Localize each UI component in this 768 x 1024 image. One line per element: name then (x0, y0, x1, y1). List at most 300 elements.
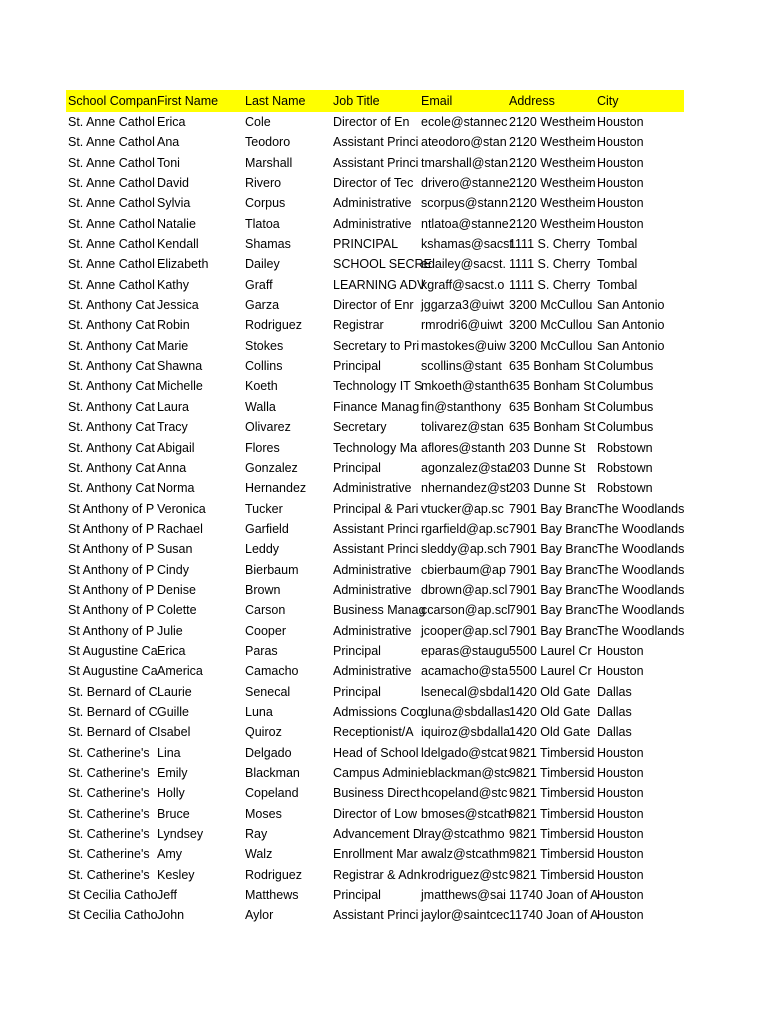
cell-last-name[interactable]: Paras (245, 643, 278, 658)
cell-last-name[interactable]: Matthews (245, 888, 299, 903)
cell-email[interactable]: tolivarez@stan (421, 420, 504, 435)
cell-first-name[interactable]: Isabel (157, 725, 191, 740)
cell-email[interactable]: jmatthews@sai (421, 888, 506, 903)
cell-last-name[interactable]: Shamas (245, 237, 291, 252)
table-row (66, 804, 684, 824)
cell-job-title[interactable]: Principal (333, 888, 381, 903)
cell-first-name[interactable]: Marie (157, 338, 189, 353)
cell-email[interactable]: eparas@staugu (421, 643, 510, 658)
cell-first-name[interactable]: Erica (157, 115, 186, 129)
cell-school-company[interactable]: St. Anthony Cat (68, 338, 155, 353)
cell-first-name[interactable]: Erica (157, 643, 186, 658)
cell-first-name[interactable]: Laura (157, 399, 189, 414)
cell-email[interactable]: hcopeland@stc (421, 786, 508, 801)
cell-first-name[interactable]: Anna (157, 460, 187, 475)
cell-address[interactable]: 2120 Westheim (509, 176, 596, 191)
cell-last-name[interactable]: Tucker (245, 501, 283, 516)
cell-last-name[interactable]: Flores (245, 440, 280, 455)
cell-school-company[interactable]: St. Anne Cathol (68, 176, 155, 191)
cell-job-title[interactable]: Director of Enr (333, 298, 414, 313)
table-row (66, 844, 684, 864)
cell-email[interactable]: eblackman@stc (421, 766, 511, 780)
cell-school-company[interactable]: St. Anthony Cat (68, 298, 155, 313)
cell-city[interactable]: Houston (597, 827, 644, 842)
cell-job-title[interactable]: Assistant Princi (333, 521, 419, 536)
cell-address[interactable]: 7901 Bay Branc (509, 521, 598, 536)
cell-first-name[interactable]: David (157, 176, 189, 191)
cell-city[interactable]: Houston (597, 643, 644, 658)
cell-city[interactable]: Tombal (597, 257, 638, 272)
cell-email[interactable]: jcooper@ap.scl (421, 623, 508, 638)
cell-last-name[interactable]: Walla (245, 399, 276, 414)
cell-last-name[interactable]: Brown (245, 582, 281, 597)
cell-school-company[interactable]: St. Anne Cathol (68, 196, 155, 211)
cell-email[interactable]: scorpus@stann (421, 196, 509, 211)
cell-job-title[interactable]: Assistant Princi (333, 542, 419, 557)
cell-address[interactable]: 1111 S. Cherry (509, 257, 591, 272)
cell-email[interactable]: bmoses@stcath (421, 806, 511, 821)
cell-job-title[interactable]: Secretary to Pri (333, 338, 420, 353)
cell-school-company[interactable]: St. Bernard of C (68, 704, 158, 719)
cell-school-company[interactable]: St. Anne Cathol (68, 155, 155, 170)
cell-city[interactable]: Tombal (597, 237, 638, 252)
cell-last-name[interactable]: Collins (245, 359, 283, 374)
cell-city[interactable]: Columbus (597, 399, 654, 414)
cell-city[interactable]: Robstown (597, 481, 653, 496)
cell-address[interactable]: 203 Dunne St (509, 440, 586, 455)
header-school-company[interactable]: School Compan (68, 94, 157, 108)
cell-address[interactable]: 1420 Old Gate (509, 725, 591, 740)
cell-last-name[interactable]: Cole (245, 115, 271, 129)
cell-school-company[interactable]: St Cecilia Catho (68, 908, 158, 923)
cell-job-title[interactable]: Administrative (333, 196, 412, 211)
table-row (66, 458, 684, 478)
cell-job-title[interactable]: Technology Ma (333, 440, 418, 455)
cell-school-company[interactable]: St. Anthony Cat (68, 481, 155, 496)
cell-email[interactable]: mkoeth@stanth (421, 379, 509, 394)
cell-city[interactable]: Robstown (597, 440, 653, 455)
cell-last-name[interactable]: Tlatoa (245, 216, 280, 231)
cell-last-name[interactable]: Leddy (245, 542, 280, 557)
cell-address[interactable]: 7901 Bay Branc (509, 562, 598, 577)
cell-job-title[interactable]: Administrative (333, 582, 412, 597)
cell-school-company[interactable]: St Augustine Ca (68, 664, 158, 679)
cell-first-name[interactable]: Michelle (157, 379, 203, 394)
cell-first-name[interactable]: Guille (157, 704, 189, 719)
cell-last-name[interactable]: Walz (245, 847, 273, 862)
cell-last-name[interactable]: Ray (245, 827, 268, 842)
cell-email[interactable]: jaylor@saintcec (421, 908, 510, 923)
cell-last-name[interactable]: Camacho (245, 664, 299, 679)
cell-job-title[interactable]: Campus Admini (333, 766, 421, 780)
cell-first-name[interactable]: Veronica (157, 501, 206, 516)
cell-school-company[interactable]: St. Anne Cathol (68, 216, 155, 231)
cell-last-name[interactable]: Moses (245, 806, 282, 821)
cell-city[interactable]: Dallas (597, 725, 632, 740)
cell-email[interactable]: dbrown@ap.scl (421, 582, 508, 597)
cell-email[interactable]: lsenecal@sbdal (421, 684, 510, 699)
cell-first-name[interactable]: Julie (157, 623, 183, 638)
cell-first-name[interactable]: Emily (157, 766, 188, 780)
cell-address[interactable]: 635 Bonham St (509, 420, 596, 435)
cell-school-company[interactable]: St. Bernard of C (68, 684, 158, 699)
cell-address[interactable]: 2120 Westheim (509, 155, 596, 170)
cell-city[interactable]: Tombal (597, 277, 638, 292)
cell-email[interactable]: nhernandez@st (421, 481, 510, 496)
cell-last-name[interactable]: Koeth (245, 379, 278, 394)
cell-city[interactable]: Houston (597, 806, 644, 821)
cell-job-title[interactable]: Principal & Pari (333, 501, 419, 516)
cell-last-name[interactable]: Quiroz (245, 725, 282, 740)
header-job-title[interactable]: Job Title (333, 94, 380, 108)
cell-address[interactable]: 9821 Timbersid (509, 766, 595, 780)
cell-school-company[interactable]: St. Anthony Cat (68, 318, 155, 333)
cell-job-title[interactable]: Principal (333, 359, 381, 374)
cell-city[interactable]: Dallas (597, 684, 632, 699)
cell-last-name[interactable]: Aylor (245, 908, 274, 923)
cell-first-name[interactable]: Toni (157, 155, 180, 170)
cell-job-title[interactable]: Business Direct (333, 786, 420, 801)
cell-school-company[interactable]: St. Catherine's (68, 766, 150, 780)
cell-last-name[interactable]: Corpus (245, 196, 286, 211)
cell-email[interactable]: acamacho@sta (421, 664, 509, 679)
cell-job-title[interactable]: Assistant Princi (333, 135, 419, 150)
cell-first-name[interactable]: Cindy (157, 562, 189, 577)
cell-address[interactable]: 2120 Westheim (509, 216, 596, 231)
table-row (66, 722, 684, 742)
cell-email[interactable]: drivero@stanne (421, 176, 510, 191)
cell-job-title[interactable]: SCHOOL SECRE (333, 257, 432, 272)
cell-email[interactable]: ntlatoa@stanne (421, 216, 509, 231)
cell-school-company[interactable]: St. Anthony Cat (68, 359, 155, 374)
cell-email[interactable]: ecole@stannec (421, 115, 508, 129)
cell-email[interactable]: gluna@sbdallas (421, 704, 511, 719)
cell-last-name[interactable]: Dailey (245, 257, 280, 272)
cell-city[interactable]: The Woodlands (597, 521, 685, 536)
cell-email[interactable]: iquiroz@sbdalla (421, 725, 511, 740)
cell-job-title[interactable]: Principal (333, 684, 381, 699)
cell-address[interactable]: 3200 McCullou (509, 318, 593, 333)
cell-last-name[interactable]: Garfield (245, 521, 289, 536)
cell-city[interactable]: Houston (597, 216, 644, 231)
cell-first-name[interactable]: Kesley (157, 867, 195, 882)
cell-job-title[interactable]: Assistant Princi (333, 155, 419, 170)
cell-first-name[interactable]: Amy (157, 847, 182, 862)
cell-job-title[interactable]: Administrative (333, 623, 412, 638)
cell-first-name[interactable]: Norma (157, 481, 195, 496)
cell-address[interactable]: 635 Bonham St (509, 379, 596, 394)
cell-email[interactable]: edailey@sacst. (421, 257, 506, 272)
header-city[interactable]: City (597, 94, 619, 108)
cell-job-title[interactable]: Enrollment Mar (333, 847, 418, 862)
header-last-name[interactable]: Last Name (245, 94, 306, 108)
cell-address[interactable]: 203 Dunne St (509, 481, 586, 496)
spreadsheet (66, 90, 684, 926)
cell-job-title[interactable]: Registrar (333, 318, 384, 333)
cell-school-company[interactable]: St. Anthony Cat (68, 399, 155, 414)
cell-city[interactable]: The Woodlands (597, 623, 685, 638)
cell-email[interactable]: vtucker@ap.sc (421, 501, 504, 516)
cell-first-name[interactable]: Sylvia (157, 196, 191, 211)
cell-city[interactable]: Houston (597, 786, 644, 801)
cell-last-name[interactable]: Teodoro (245, 135, 291, 150)
cell-first-name[interactable]: Bruce (157, 806, 190, 821)
cell-first-name[interactable]: Jessica (157, 298, 199, 313)
cell-city[interactable]: Houston (597, 155, 644, 170)
cell-job-title[interactable]: Admissions Coo (333, 704, 424, 719)
cell-email[interactable]: agonzalez@star (421, 460, 512, 475)
cell-address[interactable]: 9821 Timbersid (509, 806, 595, 821)
cell-address[interactable]: 7901 Bay Branc (509, 542, 598, 557)
cell-first-name[interactable]: Rachael (157, 521, 203, 536)
cell-address[interactable]: 3200 McCullou (509, 298, 593, 313)
cell-first-name[interactable]: Abigail (157, 440, 195, 455)
cell-job-title[interactable]: Director of Tec (333, 176, 414, 191)
cell-city[interactable]: San Antonio (597, 298, 665, 313)
cell-job-title[interactable]: Technology IT S (333, 379, 423, 394)
cell-city[interactable]: Dallas (597, 704, 632, 719)
table-row (66, 173, 684, 193)
cell-city[interactable]: San Antonio (597, 338, 665, 353)
cell-last-name[interactable]: Rodriguez (245, 318, 302, 333)
cell-email[interactable]: ldelgado@stcat (421, 745, 508, 760)
cell-school-company[interactable]: St Anthony of P (68, 542, 155, 557)
cell-job-title[interactable]: Director of En (333, 115, 410, 129)
cell-city[interactable]: The Woodlands (597, 542, 685, 557)
table-row (66, 783, 684, 803)
cell-school-company[interactable]: St. Bernard of C (68, 725, 158, 740)
cell-first-name[interactable]: Laurie (157, 684, 192, 699)
cell-email[interactable]: ateodoro@stan (421, 135, 507, 150)
cell-school-company[interactable]: St Anthony of P (68, 562, 155, 577)
cell-first-name[interactable]: Lyndsey (157, 827, 204, 842)
cell-job-title[interactable]: Administrative (333, 664, 412, 679)
cell-job-title[interactable]: Secretary (333, 420, 387, 435)
table-row (66, 702, 684, 722)
cell-address[interactable]: 5500 Laurel Cr (509, 643, 592, 658)
cell-address[interactable]: 2120 Westheim (509, 196, 596, 211)
cell-email[interactable]: tmarshall@stan (421, 155, 509, 170)
cell-address[interactable]: 9821 Timbersid (509, 867, 595, 882)
cell-address[interactable]: 11740 Joan of A (509, 888, 599, 903)
cell-last-name[interactable]: Rivero (245, 176, 282, 191)
cell-first-name[interactable]: Shawna (157, 359, 203, 374)
cell-address[interactable]: 635 Bonham St (509, 359, 596, 374)
cell-city[interactable]: San Antonio (597, 318, 665, 333)
cell-job-title[interactable]: Receptionist/A (333, 725, 414, 740)
cell-school-company[interactable]: St. Catherine's (68, 745, 150, 760)
cell-last-name[interactable]: Luna (245, 704, 273, 719)
cell-job-title[interactable]: Principal (333, 460, 381, 475)
cell-first-name[interactable]: Robin (157, 318, 190, 333)
cell-school-company[interactable]: St. Catherine's (68, 827, 150, 842)
header-row (66, 90, 684, 112)
cell-address[interactable]: 1420 Old Gate (509, 684, 591, 699)
cell-first-name[interactable]: Kathy (157, 277, 189, 292)
cell-job-title[interactable]: Registrar & Adn (333, 867, 421, 882)
cell-last-name[interactable]: Stokes (245, 338, 284, 353)
cell-last-name[interactable]: Gonzalez (245, 460, 298, 475)
cell-city[interactable]: Houston (597, 745, 644, 760)
cell-email[interactable]: kshamas@sacst (421, 237, 513, 252)
cell-city[interactable]: Houston (597, 766, 644, 780)
cell-last-name[interactable]: Rodriguez (245, 867, 302, 882)
cell-school-company[interactable]: St. Anne Cathol (68, 257, 155, 272)
cell-city[interactable]: Houston (597, 664, 644, 679)
table-row (66, 763, 684, 783)
cell-school-company[interactable]: St. Anthony Cat (68, 460, 155, 475)
cell-city[interactable]: Columbus (597, 420, 654, 435)
cell-address[interactable]: 635 Bonham St (509, 399, 596, 414)
cell-email[interactable]: ccarson@ap.scl (421, 603, 511, 618)
cell-first-name[interactable]: Susan (157, 542, 193, 557)
cell-job-title[interactable]: Assistant Princi (333, 908, 419, 923)
cell-school-company[interactable]: St Anthony of P (68, 603, 155, 618)
cell-city[interactable]: Columbus (597, 379, 654, 394)
cell-city[interactable]: Houston (597, 867, 644, 882)
cell-first-name[interactable]: Kendall (157, 237, 199, 252)
cell-address[interactable]: 7901 Bay Branc (509, 501, 598, 516)
cell-last-name[interactable]: Cooper (245, 623, 286, 638)
cell-city[interactable]: Columbus (597, 359, 654, 374)
cell-address[interactable]: 9821 Timbersid (509, 786, 595, 801)
cell-first-name[interactable]: Elizabeth (157, 257, 209, 272)
header-address[interactable]: Address (509, 94, 555, 108)
table-row (66, 254, 684, 274)
cell-last-name[interactable]: Marshall (245, 155, 293, 170)
cell-first-name[interactable]: Ana (157, 135, 180, 150)
cell-school-company[interactable]: St. Anthony Cat (68, 440, 155, 455)
cell-first-name[interactable]: Holly (157, 786, 185, 801)
cell-email[interactable]: sleddy@ap.sch (421, 542, 507, 557)
cell-address[interactable]: 203 Dunne St (509, 460, 586, 475)
cell-address[interactable]: 9821 Timbersid (509, 745, 595, 760)
cell-job-title[interactable]: Administrative (333, 481, 412, 496)
cell-school-company[interactable]: St. Catherine's (68, 786, 150, 801)
cell-city[interactable]: Houston (597, 135, 644, 150)
cell-city[interactable]: The Woodlands (597, 582, 685, 597)
header-first-name[interactable]: First Name (157, 94, 219, 108)
cell-email[interactable]: rgarfield@ap.sc (421, 521, 509, 536)
cell-address[interactable]: 7901 Bay Branc (509, 582, 598, 597)
cell-last-name[interactable]: Blackman (245, 766, 300, 780)
cell-address[interactable]: 2120 Westheim (509, 115, 596, 129)
cell-school-company[interactable]: St. Catherine's (68, 867, 150, 882)
cell-first-name[interactable]: Tracy (157, 420, 188, 435)
cell-email[interactable]: awalz@stcathm (421, 847, 510, 862)
cell-address[interactable]: 7901 Bay Branc (509, 623, 598, 638)
cell-first-name[interactable]: America (157, 664, 203, 679)
cell-school-company[interactable]: St. Anne Cathol (68, 277, 155, 292)
table-row (66, 417, 684, 437)
cell-address[interactable]: 9821 Timbersid (509, 847, 595, 862)
cell-address[interactable]: 5500 Laurel Cr (509, 664, 592, 679)
cell-last-name[interactable]: Hernandez (245, 481, 307, 496)
cell-last-name[interactable]: Carson (245, 603, 286, 618)
cell-school-company[interactable]: St. Anne Cathol (68, 135, 155, 150)
cell-job-title[interactable]: Director of Low (333, 806, 418, 821)
cell-last-name[interactable]: Bierbaum (245, 562, 299, 577)
cell-last-name[interactable]: Graff (245, 277, 273, 292)
cell-email[interactable]: fin@stanthony (421, 399, 502, 414)
cell-email[interactable]: lray@stcathmo (421, 827, 505, 842)
cell-first-name[interactable]: Denise (157, 582, 196, 597)
cell-last-name[interactable]: Garza (245, 298, 280, 313)
cell-last-name[interactable]: Olivarez (245, 420, 291, 435)
cell-city[interactable]: The Woodlands (597, 562, 685, 577)
cell-address[interactable]: 9821 Timbersid (509, 827, 595, 842)
cell-city[interactable]: Houston (597, 196, 644, 211)
cell-job-title[interactable]: Head of School (333, 745, 419, 760)
cell-address[interactable]: 1111 S. Cherry (509, 277, 591, 292)
cell-address[interactable]: 7901 Bay Branc (509, 603, 598, 618)
cell-school-company[interactable]: St. Anthony Cat (68, 379, 155, 394)
cell-school-company[interactable]: St Anthony of P (68, 521, 155, 536)
cell-email[interactable]: scollins@stant (421, 359, 502, 374)
cell-job-title[interactable]: Administrative (333, 216, 412, 231)
cell-first-name[interactable]: Lina (157, 745, 181, 760)
table-row (66, 519, 684, 539)
cell-school-company[interactable]: St. Anthony Cat (68, 420, 155, 435)
cell-job-title[interactable]: Principal (333, 643, 381, 658)
cell-school-company[interactable]: St. Anne Cathol (68, 115, 155, 129)
cell-address[interactable]: 11740 Joan of A (509, 908, 599, 923)
cell-first-name[interactable]: Jeff (157, 888, 177, 903)
cell-address[interactable]: 2120 Westheim (509, 135, 596, 150)
cell-job-title[interactable]: Business Manag (333, 603, 426, 618)
cell-city[interactable]: Houston (597, 888, 644, 903)
cell-address[interactable]: 1420 Old Gate (509, 704, 591, 719)
cell-job-title[interactable]: Finance Manag (333, 399, 420, 414)
cell-email[interactable]: cbierbaum@ap (421, 562, 506, 577)
cell-job-title[interactable]: Administrative (333, 562, 412, 577)
cell-job-title[interactable]: Advancement D (333, 827, 422, 842)
cell-email[interactable]: jggarza3@uiwt (421, 298, 504, 313)
cell-email[interactable]: mastokes@uiw (421, 338, 506, 353)
cell-city[interactable]: The Woodlands (597, 603, 685, 618)
cell-email[interactable]: rmrodri6@uiwt (421, 318, 503, 333)
cell-last-name[interactable]: Delgado (245, 745, 292, 760)
cell-first-name[interactable]: Colette (157, 603, 197, 618)
cell-school-company[interactable]: St Anthony of P (68, 582, 155, 597)
cell-address[interactable]: 1111 S. Cherry (509, 237, 591, 252)
cell-school-company[interactable]: St. Catherine's (68, 806, 150, 821)
cell-last-name[interactable]: Copeland (245, 786, 299, 801)
cell-first-name[interactable]: John (157, 908, 185, 923)
cell-city[interactable]: The Woodlands (597, 501, 685, 516)
cell-city[interactable]: Houston (597, 176, 644, 191)
cell-school-company[interactable]: St. Anne Cathol (68, 237, 155, 252)
cell-school-company[interactable]: St Cecilia Catho (68, 888, 158, 903)
cell-school-company[interactable]: St Anthony of P (68, 501, 155, 516)
cell-last-name[interactable]: Senecal (245, 684, 291, 699)
cell-job-title[interactable]: PRINCIPAL (333, 237, 399, 252)
header-email[interactable]: Email (421, 94, 453, 108)
cell-school-company[interactable]: St Augustine Ca (68, 643, 158, 658)
cell-city[interactable]: Houston (597, 115, 644, 129)
cell-city[interactable]: Houston (597, 847, 644, 862)
cell-email[interactable]: kgraff@sacst.o (421, 277, 505, 292)
cell-first-name[interactable]: Natalie (157, 216, 196, 231)
cell-city[interactable]: Houston (597, 908, 644, 923)
cell-address[interactable]: 3200 McCullou (509, 338, 593, 353)
cell-city[interactable]: Robstown (597, 460, 653, 475)
cell-email[interactable]: krodriguez@stc (421, 867, 509, 882)
cell-school-company[interactable]: St. Catherine's (68, 847, 150, 862)
cell-email[interactable]: aflores@stanth (421, 440, 506, 455)
cell-school-company[interactable]: St Anthony of P (68, 623, 155, 638)
cell-job-title[interactable]: LEARNING ADV (333, 277, 426, 292)
